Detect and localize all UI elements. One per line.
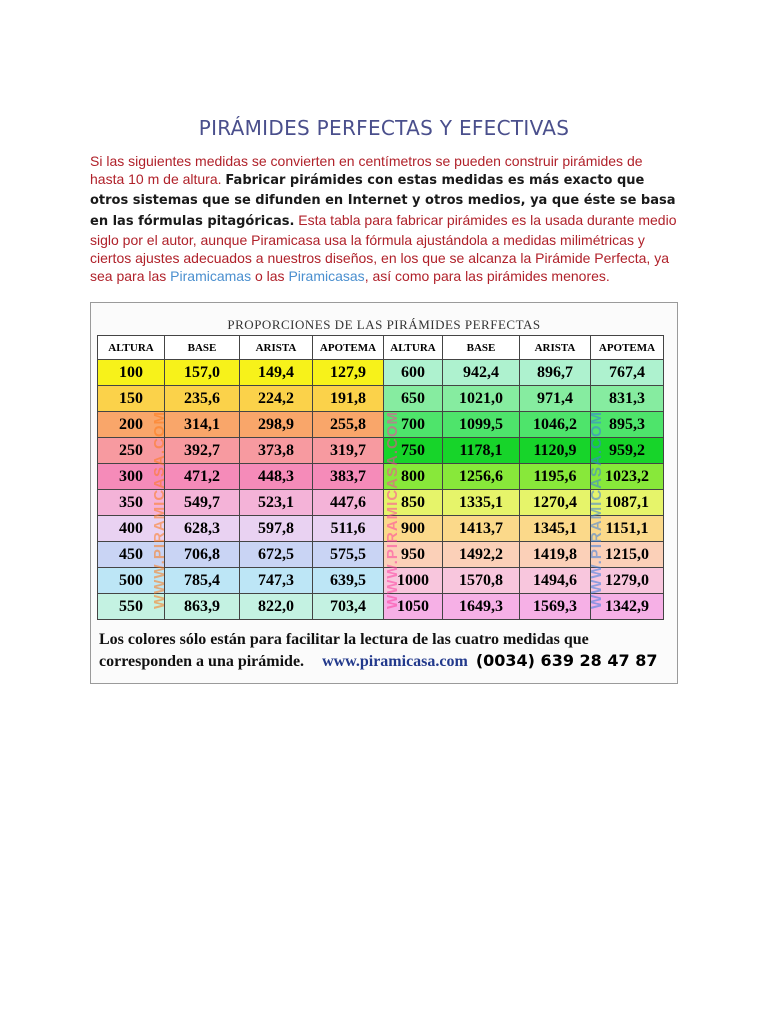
table-cell: 942,4 <box>443 360 520 386</box>
table-cell: 550 <box>98 594 165 620</box>
table-cell: 767,4 <box>591 360 664 386</box>
table-cell: 1120,9 <box>520 438 591 464</box>
table-cell: 235,6 <box>165 386 240 412</box>
table-cell: 747,3 <box>240 568 313 594</box>
header-cell: APOTEMA <box>313 336 384 360</box>
table-cell: 1256,6 <box>443 464 520 490</box>
intro-text-3: o las <box>254 268 285 285</box>
table-cell: 1195,6 <box>520 464 591 490</box>
table-cell: 447,6 <box>313 490 384 516</box>
proportions-figure <box>90 302 678 684</box>
table-row <box>98 542 664 568</box>
table-cell: 959,2 <box>591 438 664 464</box>
table-cell: 706,8 <box>165 542 240 568</box>
piramicamas-link[interactable]: Piramicamas <box>170 268 252 285</box>
table-cell: 100 <box>98 360 165 386</box>
table-row <box>98 516 664 542</box>
table-cell: 1279,0 <box>591 568 664 594</box>
header-cell: BASE <box>165 336 240 360</box>
table-cell: 314,1 <box>165 412 240 438</box>
table-cell: 448,3 <box>240 464 313 490</box>
table-cell: 750 <box>384 438 443 464</box>
header-cell: BASE <box>443 336 520 360</box>
header-cell: ARISTA <box>240 336 313 360</box>
table-cell: 500 <box>98 568 165 594</box>
table-cell: 1569,3 <box>520 594 591 620</box>
table-cell: 400 <box>98 516 165 542</box>
table-row <box>98 386 664 412</box>
table-cell: 511,6 <box>313 516 384 542</box>
footer-text: Los colores sólo están para facilitar la lectura de las cuatro medidas que corresponden a una pirámide. <box>99 631 589 670</box>
table-cell: 549,7 <box>165 490 240 516</box>
footer-phone: (0034) 639 28 47 87 <box>475 651 658 670</box>
table-cell: 191,8 <box>313 386 384 412</box>
header-cell: ALTURA <box>98 336 165 360</box>
table-cell: 863,9 <box>165 594 240 620</box>
table-cell: 1215,0 <box>591 542 664 568</box>
table-cell: 1413,7 <box>443 516 520 542</box>
piramicasas-link[interactable]: Piramicasas <box>288 268 365 285</box>
table-cell: 255,8 <box>313 412 384 438</box>
table-cell: 971,4 <box>520 386 591 412</box>
table-cell: 1099,5 <box>443 412 520 438</box>
intro-text-4: , así como para las pirámides menores. <box>364 268 610 285</box>
table-cell: 900 <box>384 516 443 542</box>
table-row <box>98 464 664 490</box>
table-cell: 1178,1 <box>443 438 520 464</box>
table-cell: 373,8 <box>240 438 313 464</box>
table-cell: 150 <box>98 386 165 412</box>
table-cell: 700 <box>384 412 443 438</box>
table-row <box>98 360 664 386</box>
table-cell: 822,0 <box>240 594 313 620</box>
watermark-middle: WWW.PIRAMICASA.COM <box>384 411 401 609</box>
table-cell: 650 <box>384 386 443 412</box>
table-cell: 250 <box>98 438 165 464</box>
table-header-row <box>98 336 664 360</box>
header-cell: ARISTA <box>520 336 591 360</box>
table-cell: 392,7 <box>165 438 240 464</box>
table-cell: 1050 <box>384 594 443 620</box>
watermark-left: WWW.PIRAMICASA.COM <box>151 411 168 609</box>
table-cell: 600 <box>384 360 443 386</box>
intro-bold-text: Fabricar pirámides con estas medidas es más exacto que otros sistemas que se difunden en Internet y otros medios, ya que éste se basa en las fórmulas pitagóricas. <box>90 173 676 229</box>
table-cell: 157,0 <box>165 360 240 386</box>
table-cell: 200 <box>98 412 165 438</box>
intro-text-1: Si las siguientes medidas se convierten en centímetros se pueden construir pirámides de hasta 10 m de altura. <box>90 153 643 188</box>
table-cell: 224,2 <box>240 386 313 412</box>
table-cell: 1023,2 <box>591 464 664 490</box>
table-cell: 1087,1 <box>591 490 664 516</box>
table-cell: 1151,1 <box>591 516 664 542</box>
table-cell: 1000 <box>384 568 443 594</box>
watermark-right: WWW.PIRAMICASA.COM <box>588 411 605 609</box>
proportions-table <box>97 335 664 620</box>
intro-text-2: Esta tabla para fabricar pirámides es la usada durante medio siglo por el autor, aunque Piramicasa usa la fórmula ajustándola a medidas milimétricas y ciertos ajustes adecuados a nuestros diseños, en los que se alcanza la Pirámide Perfecta, ya sea para las <box>90 211 677 285</box>
table-body <box>98 360 664 620</box>
table-cell: 1335,1 <box>443 490 520 516</box>
table-cell: 1345,1 <box>520 516 591 542</box>
table-cell: 896,7 <box>520 360 591 386</box>
table-cell: 1342,9 <box>591 594 664 620</box>
table-cell: 471,2 <box>165 464 240 490</box>
table-cell: 950 <box>384 542 443 568</box>
table-cell: 703,4 <box>313 594 384 620</box>
table-cell: 800 <box>384 464 443 490</box>
table-cell: 597,8 <box>240 516 313 542</box>
table-cell: 383,7 <box>313 464 384 490</box>
table-cell: 127,9 <box>313 360 384 386</box>
table-cell: 1021,0 <box>443 386 520 412</box>
table-cell: 319,7 <box>313 438 384 464</box>
table-cell: 523,1 <box>240 490 313 516</box>
table-row <box>98 412 664 438</box>
table-cell: 850 <box>384 490 443 516</box>
table-row <box>98 490 664 516</box>
table-cell: 149,4 <box>240 360 313 386</box>
table-cell: 785,4 <box>165 568 240 594</box>
table-cell: 1570,8 <box>443 568 520 594</box>
page-title: PIRÁMIDES PERFECTAS Y EFECTIVAS <box>198 116 570 140</box>
table-cell: 895,3 <box>591 412 664 438</box>
figure-title: PROPORCIONES DE LAS PIRÁMIDES PERFECTAS <box>227 317 541 332</box>
header-cell: ALTURA <box>384 336 443 360</box>
footer-url[interactable]: www.piramicasa.com <box>322 653 468 670</box>
table-cell: 1270,4 <box>520 490 591 516</box>
table-cell: 1494,6 <box>520 568 591 594</box>
table-row <box>98 568 664 594</box>
table-cell: 350 <box>98 490 165 516</box>
figure-footer <box>99 629 675 672</box>
table-cell: 672,5 <box>240 542 313 568</box>
table-cell: 298,9 <box>240 412 313 438</box>
table-row <box>98 438 664 464</box>
table-cell: 450 <box>98 542 165 568</box>
table-row <box>98 594 664 620</box>
table-cell: 831,3 <box>591 386 664 412</box>
table-cell: 1419,8 <box>520 542 591 568</box>
table-cell: 1046,2 <box>520 412 591 438</box>
table-cell: 575,5 <box>313 542 384 568</box>
table-cell: 1492,2 <box>443 542 520 568</box>
header-cell: APOTEMA <box>591 336 664 360</box>
table-cell: 1649,3 <box>443 594 520 620</box>
table-cell: 639,5 <box>313 568 384 594</box>
intro-paragraph <box>90 152 680 285</box>
table-cell: 628,3 <box>165 516 240 542</box>
table-cell: 300 <box>98 464 165 490</box>
